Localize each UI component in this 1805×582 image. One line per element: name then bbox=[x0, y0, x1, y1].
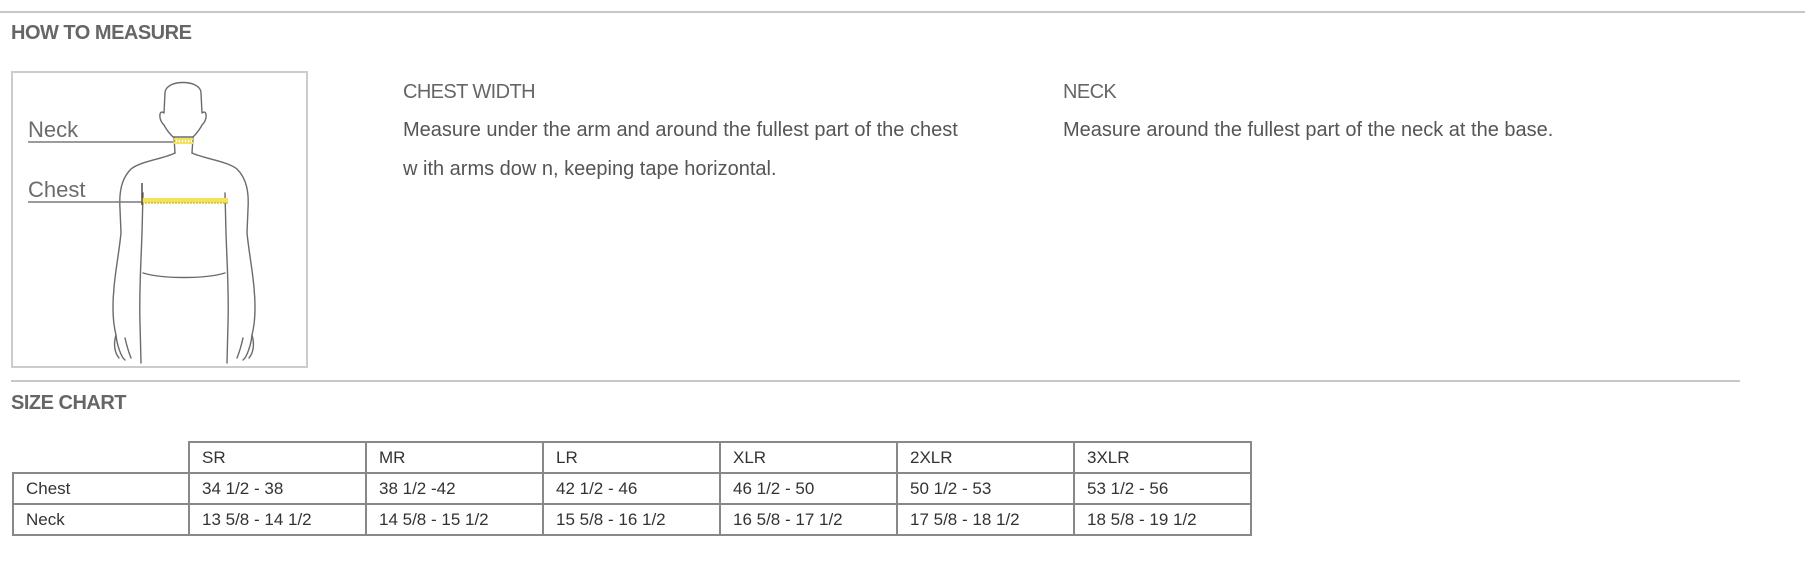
chest-width-line-1: Measure under the arm and around the fullest part of the chest bbox=[403, 119, 958, 141]
size-chart-table bbox=[12, 441, 1252, 536]
column-header-xlr: XLR bbox=[720, 442, 897, 473]
column-header-lr: LR bbox=[543, 442, 720, 473]
size-chart-divider bbox=[11, 380, 1740, 382]
column-header-3xlr: 3XLR bbox=[1074, 442, 1251, 473]
table-cell: 16 5/8 - 17 1/2 bbox=[720, 504, 897, 535]
column-header-2xlr: 2XLR bbox=[897, 442, 1074, 473]
table-cell: 34 1/2 - 38 bbox=[189, 473, 366, 504]
chest-width-line-2: w ith arms dow n, keeping tape horizontal. bbox=[403, 158, 777, 180]
table-header-row bbox=[13, 442, 1251, 473]
table-cell: 38 1/2 -42 bbox=[366, 473, 543, 504]
neck-description: Measure around the fullest part of the neck at the base. bbox=[1063, 119, 1554, 141]
table-cell: 13 5/8 - 14 1/2 bbox=[189, 504, 366, 535]
table-cell: 42 1/2 - 46 bbox=[543, 473, 720, 504]
table-cell: 14 5/8 - 15 1/2 bbox=[366, 504, 543, 535]
size-chart-title: SIZE CHART bbox=[11, 392, 126, 414]
body-outline-illustration bbox=[13, 73, 306, 366]
table-row bbox=[13, 473, 1251, 504]
row-label-chest: Chest bbox=[13, 473, 189, 504]
table-cell: 15 5/8 - 16 1/2 bbox=[543, 504, 720, 535]
how-to-measure-title: HOW TO MEASURE bbox=[11, 22, 192, 44]
table-row bbox=[13, 504, 1251, 535]
table-cell: 53 1/2 - 56 bbox=[1074, 473, 1251, 504]
neck-label: Neck bbox=[28, 117, 79, 142]
measurement-figure bbox=[11, 71, 308, 368]
top-divider bbox=[0, 11, 1805, 13]
chest-width-heading: CHEST WIDTH bbox=[403, 81, 535, 103]
column-header-sr: SR bbox=[189, 442, 366, 473]
row-label-neck: Neck bbox=[13, 504, 189, 535]
neck-heading: NECK bbox=[1063, 81, 1117, 103]
chest-label: Chest bbox=[28, 177, 86, 202]
table-cell: 46 1/2 - 50 bbox=[720, 473, 897, 504]
chest-width-description bbox=[403, 111, 1023, 189]
table-cell: 50 1/2 - 53 bbox=[897, 473, 1074, 504]
table-corner-cell bbox=[13, 442, 189, 473]
table-cell: 17 5/8 - 18 1/2 bbox=[897, 504, 1074, 535]
table-cell: 18 5/8 - 19 1/2 bbox=[1074, 504, 1251, 535]
column-header-mr: MR bbox=[366, 442, 543, 473]
